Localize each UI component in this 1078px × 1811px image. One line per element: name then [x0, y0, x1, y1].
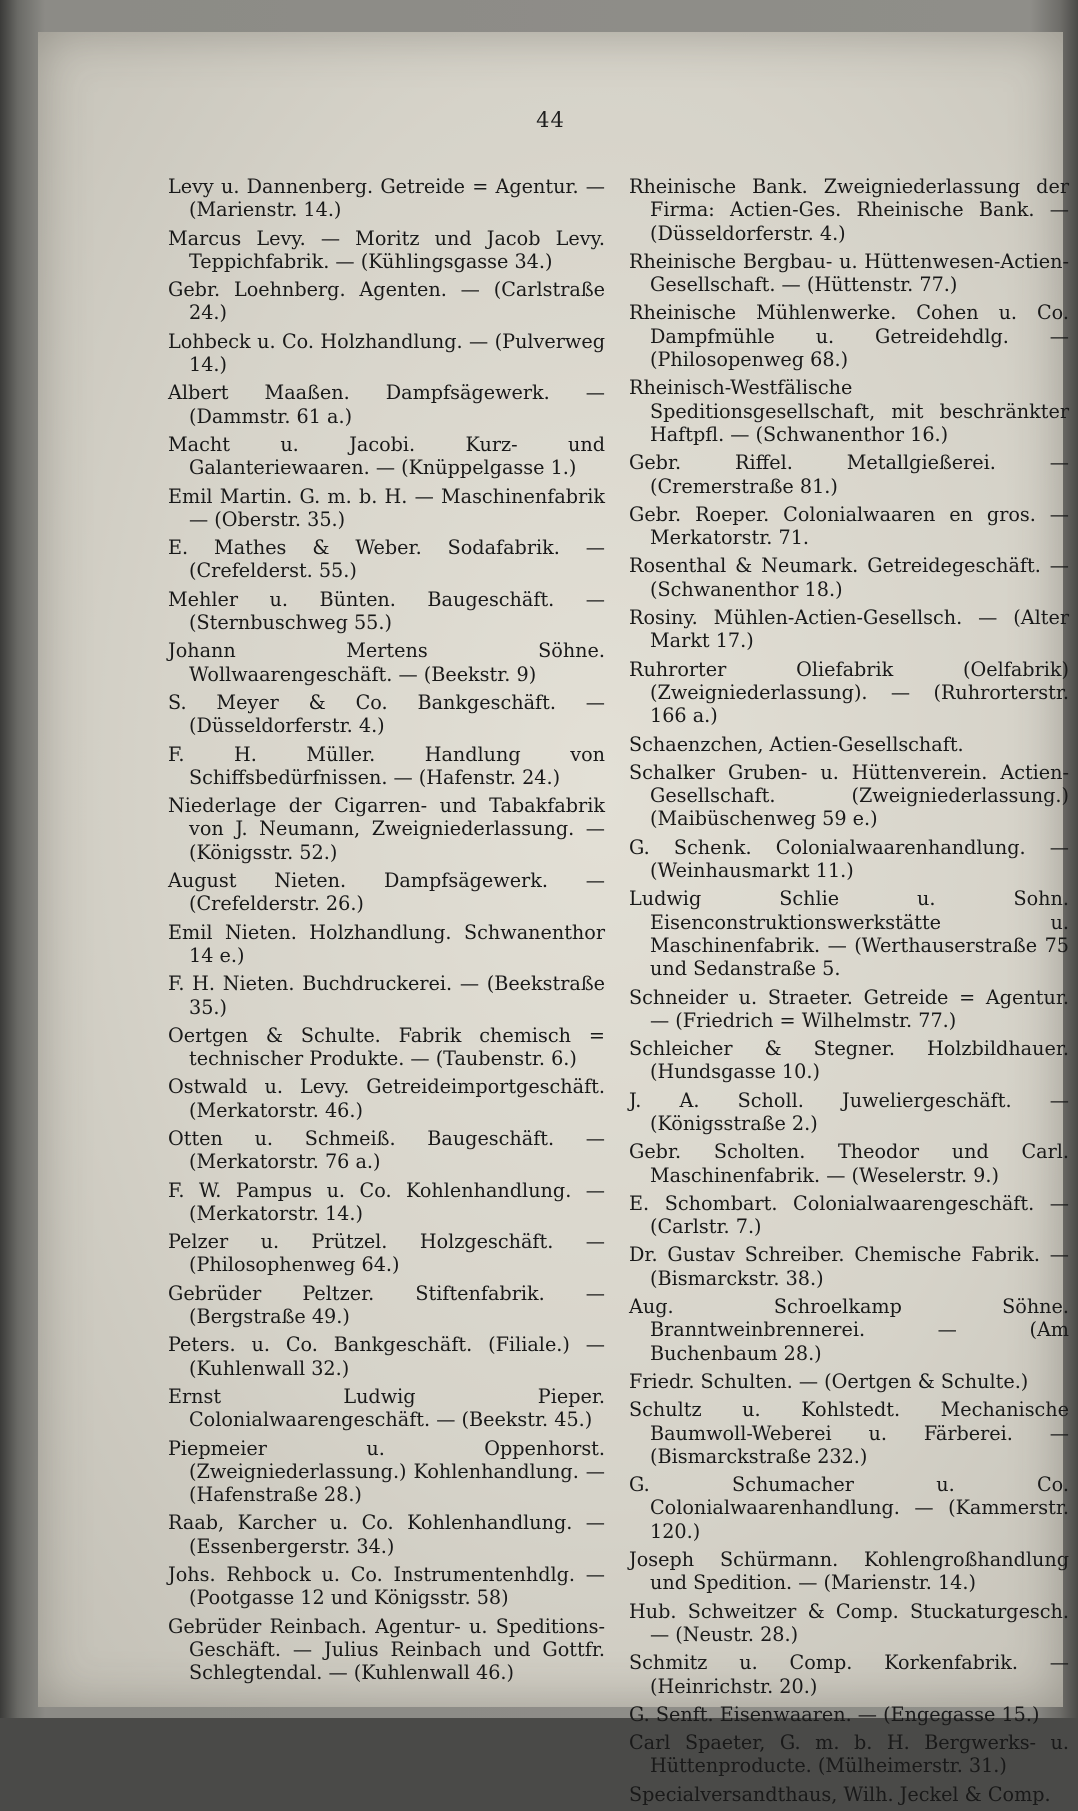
directory-entry: Friedr. Schulten. — (Oertgen & Schulte.)	[629, 1369, 1029, 1393]
directory-entry: Piepmeier u. Oppenhorst. (Zweigniederlassung.) Kohlenhandlung. — (Hafenstraße 28.)	[168, 1436, 605, 1507]
directory-entry: Mehler u. Bünten. Baugeschäft. — (Sternbuschweg 55.)	[168, 587, 605, 635]
directory-entry: Hub. Schweitzer & Comp. Stuckaturgesch. — (Neustr. 28.)	[629, 1599, 1069, 1646]
left-column	[168, 175, 605, 1690]
directory-entry: J. A. Scholl. Juweliergeschäft. — (Königsstraße 2.)	[629, 1088, 1069, 1135]
directory-entry: Oertgen & Schulte. Fabrik chemisch = technischer Produkte. — (Taubenstr. 6.)	[168, 1023, 605, 1071]
directory-entry: Marcus Levy. — Moritz und Jacob Levy. Teppichfabrik. — (Kühlingsgasse 34.)	[168, 226, 605, 273]
directory-entry: Lohbeck u. Co. Holzhandlung. — (Pulverweg 14.)	[168, 329, 605, 377]
directory-entry: Rheinische Bank. Zweigniederlassung der Firma: Actien-Ges. Rheinische Bank. — (Düsseldorferstr. 4.)	[629, 175, 1069, 245]
directory-entry: Gebrüder Peltzer. Stiftenfabrik. — (Bergstraße 49.)	[168, 1281, 605, 1329]
directory-entry: Ostwald u. Levy. Getreideimportgeschäft. (Merkatorstr. 46.)	[168, 1075, 605, 1122]
directory-entry: Albert Maaßen. Dampfsägewerk. — (Dammstr. 61 a.)	[168, 381, 605, 428]
directory-entry: F. H. Nieten. Buchdruckerei. — (Beekstraße 35.)	[168, 972, 605, 1019]
directory-entry: Ludwig Schlie u. Sohn. Eisenconstruktionswerkstätte u. Maschinenfabrik. — (Werthauserstraße 75 und Sedanstraße 5.	[629, 887, 1069, 981]
directory-entry: Aug. Schroelkamp Söhne. Branntweinbrennerei. — (Am Buchenbaum 28.)	[629, 1295, 1069, 1365]
directory-entry: Schalker Gruben- u. Hüttenverein. Actien-Gesellschaft. (Zweigniederlassung.) (Maibüschenweg 59 e.)	[629, 760, 1069, 831]
directory-page	[38, 32, 1069, 1806]
directory-entry: Joseph Schürmann. Kohlengroßhandlung und Spedition. — (Marienstr. 14.)	[629, 1548, 1069, 1595]
directory-entry: Macht u. Jacobi. Kurz- und Galanteriewaaren. — (Knüppelgasse 1.)	[168, 432, 605, 480]
directory-entry: E. Mathes & Weber. Sodafabrik. — (Crefelderst. 55.)	[168, 536, 605, 583]
directory-entry: Schaenzchen, Actien-Gesellschaft.	[629, 732, 964, 756]
directory-entry: Rosenthal & Neumark. Getreidegeschäft. — (Schwanenthor 18.)	[629, 554, 1069, 601]
page-number: 44	[536, 108, 565, 132]
directory-entry: Specialversandthaus, Wilh. Jeckel & Comp.	[629, 1782, 1051, 1806]
directory-entry: Ernst Ludwig Pieper. Colonialwaarengeschäft. — (Beekstr. 45.)	[168, 1384, 605, 1432]
directory-entry: Schleicher & Stegner. Holzbildhauer. (Hundsgasse 10.)	[629, 1037, 1069, 1084]
directory-entry: G. Schumacher u. Co. Colonialwaarenhandlung. — (Kammerstr. 120.)	[629, 1473, 1069, 1543]
directory-entry: Otten u. Schmeiß. Baugeschäft. — (Merkatorstr. 76 a.)	[168, 1126, 605, 1174]
directory-entry: Johann Mertens Söhne. Wollwaarengeschäft. — (Beekstr. 9)	[168, 639, 605, 686]
directory-entry: E. Schombart. Colonialwaarengeschäft. — (Carlstr. 7.)	[629, 1191, 1069, 1239]
right-column	[629, 175, 1069, 1811]
directory-entry: S. Meyer & Co. Bankgeschäft. — (Düsseldorferstr. 4.)	[168, 690, 605, 738]
directory-entry: Gebr. Roeper. Colonialwaaren en gros. — Merkatorstr. 71.	[629, 502, 1069, 550]
directory-entry: Carl Spaeter, G. m. b. H. Bergwerks- u. Hüttenproducte. (Mülheimerstr. 31.)	[629, 1731, 1069, 1778]
directory-entry: Niederlage der Cigarren- und Tabakfabrik von J. Neumann, Zweigniederlassung. — (Königsstr. 52.)	[168, 794, 605, 864]
directory-entry: Emil Nieten. Holzhandlung. Schwanenthor 14 e.)	[168, 920, 605, 967]
directory-entry: Gebr. Loehnberg. Agenten. — (Carlstraße 24.)	[168, 278, 605, 325]
directory-entry: Rheinisch-Westfälische Speditionsgesellschaft, mit beschränkter Haftpfl. — (Schwanenthor 16.)	[629, 376, 1069, 446]
directory-entry: Gebrüder Reinbach. Agentur- u. Speditions-Geschäft. — Julius Reinbach und Gottfr. Schlegtendal. — (Kuhlenwall 46.)	[168, 1614, 605, 1685]
directory-entry: G. Schenk. Colonialwaarenhandlung. — (Weinhausmarkt 11.)	[629, 835, 1069, 883]
directory-entry: Peters. u. Co. Bankgeschäft. (Filiale.) — (Kuhlenwall 32.)	[168, 1333, 605, 1380]
directory-entry: Rosiny. Mühlen-Actien-Gesellsch. — (Alter Markt 17.)	[629, 606, 1069, 653]
directory-entry: Levy u. Dannenberg. Getreide = Agentur. — (Marienstr. 14.)	[168, 175, 605, 222]
directory-entry: Rheinische Bergbau- u. Hüttenwesen-Actien-Gesellschaft. — (Hüttenstr. 77.)	[629, 249, 1069, 297]
directory-entry: Emil Martin. G. m. b. H. — Maschinenfabrik — (Oberstr. 35.)	[168, 484, 605, 531]
directory-entry: F. H. Müller. Handlung von Schiffsbedürfnissen. — (Hafenstr. 24.)	[168, 742, 605, 789]
directory-entry: Johs. Rehbock u. Co. Instrumentenhdlg. — (Pootgasse 12 und Königsstr. 58)	[168, 1563, 605, 1610]
directory-entry: Raab, Karcher u. Co. Kohlenhandlung. — (Essenbergerstr. 34.)	[168, 1511, 605, 1558]
directory-entry: G. Senft. Eisenwaaren. — (Engegasse 15.)	[629, 1702, 1040, 1726]
directory-entry: F. W. Pampus u. Co. Kohlenhandlung. — (Merkatorstr. 14.)	[168, 1178, 605, 1225]
directory-entry: August Nieten. Dampfsägewerk. — (Crefelderstr. 26.)	[168, 869, 605, 916]
directory-entry: Rheinische Mühlenwerke. Cohen u. Co. Dampfmühle u. Getreidehdlg. — (Philosopenweg 68.)	[629, 301, 1069, 372]
directory-entry: Gebr. Scholten. Theodor und Carl. Maschinenfabrik. — (Weselerstr. 9.)	[629, 1140, 1069, 1187]
directory-entry: Schmitz u. Comp. Korkenfabrik. — (Heinrichstr. 20.)	[629, 1651, 1069, 1698]
directory-entry: Gebr. Riffel. Metallgießerei. — (Cremerstraße 81.)	[629, 451, 1069, 498]
directory-entry: Ruhrorter Oliefabrik (Oelfabrik) (Zweigniederlassung). — (Ruhrorterstr. 166 a.)	[629, 657, 1069, 728]
directory-entry: Schultz u. Kohlstedt. Mechanische Baumwoll-Weberei u. Färberei. — (Bismarckstraße 232.)	[629, 1398, 1069, 1468]
directory-entry: Dr. Gustav Schreiber. Chemische Fabrik. — (Bismarckstr. 38.)	[629, 1243, 1069, 1290]
directory-entry: Pelzer u. Prützel. Holzgeschäft. — (Philosophenweg 64.)	[168, 1230, 605, 1277]
directory-entry: Schneider u. Straeter. Getreide = Agentur. — (Friedrich = Wilhelmstr. 77.)	[629, 985, 1069, 1032]
